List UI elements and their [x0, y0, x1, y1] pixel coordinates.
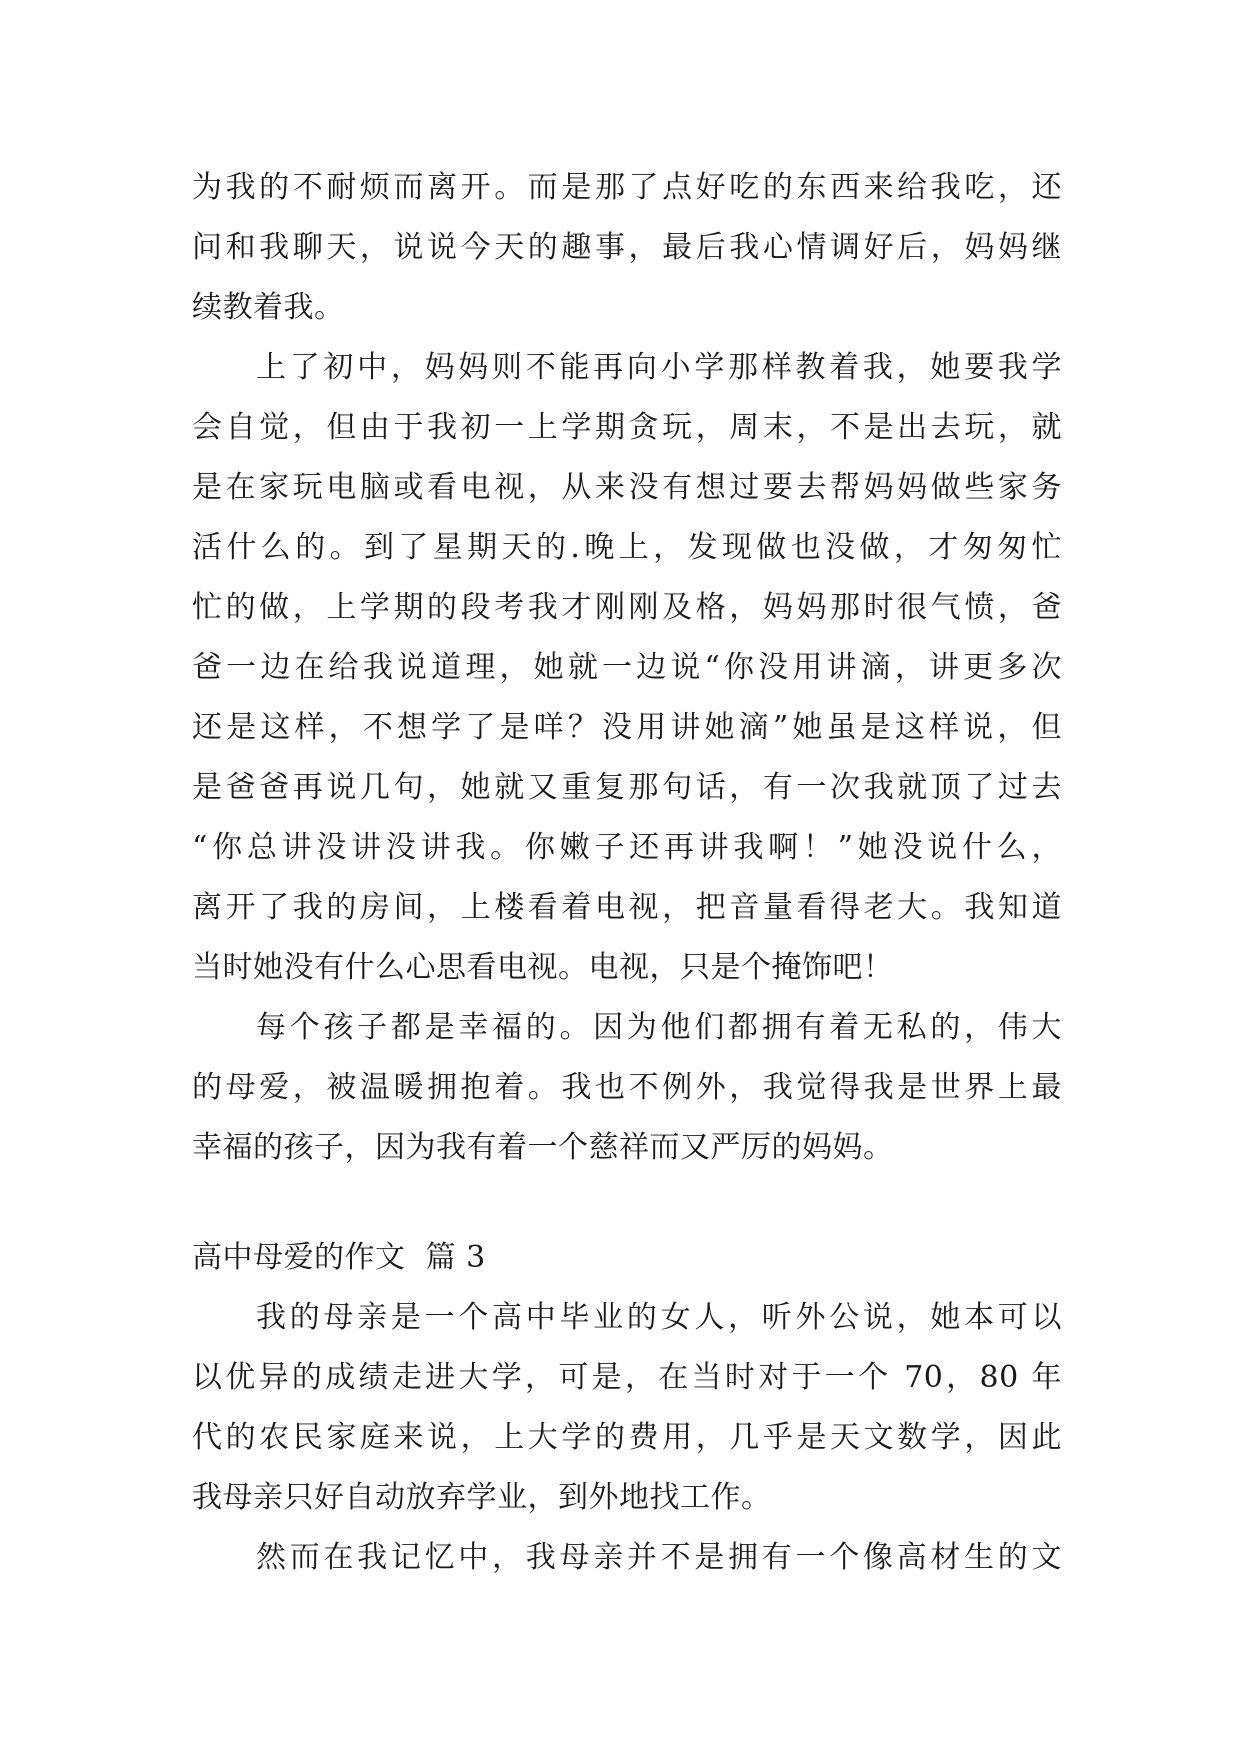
section-heading: 高中母爱的作文 篇 3: [192, 1240, 486, 1275]
text-line: 我母亲只好自动放弃学业，到外地找工作。: [192, 1480, 772, 1515]
text-line: 是在家玩电脑或看电视，从来没有想过要去帮妈妈做些家务: [192, 470, 1062, 505]
text-line: 忙的做，上学期的段考我才刚刚及格，妈妈那时很气愤，爸: [192, 590, 1062, 625]
text-line: 离开了我的房间，上楼看着电视，把音量看得老大。我知道: [192, 890, 1062, 925]
text-line: 是爸爸再说几句，她就又重复那句话，有一次我就顶了过去: [192, 770, 1062, 805]
paragraph-first-line: 每个孩子都是幸福的。因为他们都拥有着无私的，伟大: [256, 1010, 1062, 1045]
text-line: 续教着我。: [192, 290, 345, 325]
text-line: 活什么的。到了星期天的.晚上，发现做也没做，才匆匆忙: [192, 530, 1062, 565]
text-line: 的母爱，被温暖拥抱着。我也不例外，我觉得我是世界上最: [192, 1070, 1062, 1105]
text-line: 会自觉，但由于我初一上学期贪玩，周末，不是出去玩，就: [192, 410, 1062, 445]
text-line: 为我的不耐烦而离开。而是那了点好吃的东西来给我吃，还: [192, 170, 1062, 205]
text-line: 爸一边在给我说道理，她就一边说“你没用讲滴，讲更多次: [192, 650, 1062, 685]
text-line: 当时她没有什么心思看电视。电视，只是个掩饰吧！: [192, 950, 894, 985]
text-line: 幸福的孩子，因为我有着一个慈祥而又严厉的妈妈。: [192, 1130, 894, 1165]
text-line: 代的农民家庭来说，上大学的费用，几乎是天文数学，因此: [192, 1420, 1062, 1455]
text-line: 还是这样，不想学了是咩？没用讲她滴”她虽是这样说，但: [192, 710, 1062, 745]
text-line: 问和我聊天，说说今天的趣事，最后我心情调好后，妈妈继: [192, 230, 1062, 265]
paragraph-first-line: 上了初中，妈妈则不能再向小学那样教着我，她要我学: [256, 350, 1062, 385]
text-line: “你总讲没讲没讲我。你嫩子还再讲我啊！”她没说什么，: [192, 830, 1062, 865]
paragraph-first-line: 然而在我记忆中，我母亲并不是拥有一个像高材生的文: [256, 1540, 1062, 1575]
paragraph-first-line: 我的母亲是一个高中毕业的女人，听外公说，她本可以: [256, 1300, 1062, 1335]
text-line: 以优异的成绩走进大学，可是，在当时对于一个 70，80 年: [192, 1360, 1062, 1395]
